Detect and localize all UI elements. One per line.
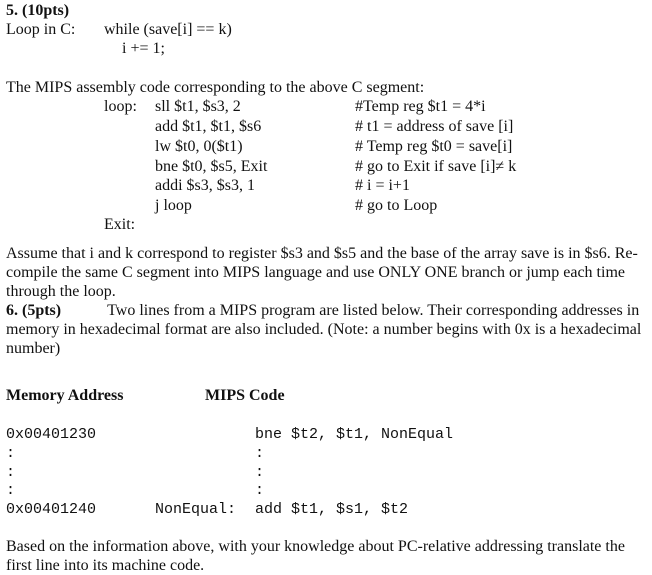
- instruction-code: addi $s3, $s3, 1: [155, 177, 255, 194]
- instruction-code: add $t1, $t1, $s6: [155, 118, 262, 135]
- ellipsis-dot: :: [255, 482, 265, 499]
- instruction-comment: # t1 = address of save [i]: [355, 118, 514, 135]
- address-2: 0x00401240: [6, 501, 97, 518]
- instruction-comment: # go to Exit if save [i]≠ k: [355, 158, 517, 175]
- code-line-2: add $t1, $s1, $t2: [255, 501, 409, 518]
- ellipsis-dot: :: [255, 445, 265, 462]
- address-1: 0x00401230: [6, 426, 97, 443]
- q5-title: 5. (10pts): [6, 2, 70, 19]
- ellipsis-dot: :: [255, 464, 265, 481]
- mips-intro: The MIPS assembly code corresponding to the above C segment:: [6, 79, 425, 96]
- final-paragraph: Based on the information above, with your knowledge about PC-relative addressing translate the first line into its machine code.: [6, 538, 625, 574]
- instruction-comment: # Temp reg $t0 = save[i]: [355, 138, 513, 155]
- instruction-comment: # i = i+1: [355, 177, 410, 194]
- exit-label: Exit:: [104, 216, 136, 233]
- mips-code-header: MIPS Code: [205, 387, 285, 404]
- c-code-line-1: while (save[i] == k): [104, 21, 232, 38]
- q6-text: Two lines from a MIPS program are listed below. Their corresponding addresses in memory in hexadecimal format are also included. (Note: a number begins with 0x is a hexadecimal number): [6, 302, 642, 357]
- memory-address-header: Memory Address: [6, 387, 124, 404]
- code-line-1: bne $t2, $t1, NonEqual: [255, 426, 454, 443]
- loop-in-c-label: Loop in C:: [6, 21, 76, 38]
- nonequal-label: NonEqual:: [155, 501, 237, 518]
- c-code-line-2: i += 1;: [122, 40, 165, 57]
- q6-title: 6. (5pts): [6, 302, 62, 319]
- ellipsis-dot: :: [6, 445, 16, 462]
- assume-paragraph: Assume that i and k correspond to register $s3 and $s5 and the base of the array save is in $s6. Re-compile the same C segment into MIPS language and use ONLY ONE branch or jump each time through the loop.: [6, 245, 638, 300]
- instruction-code: lw $t0, 0($t1): [155, 138, 243, 155]
- instruction-code: sll $t1, $s3, 2: [155, 98, 241, 115]
- instruction-comment: #Temp reg $t1 = 4*i: [355, 98, 486, 115]
- ellipsis-dot: :: [6, 482, 16, 499]
- instruction-comment: # go to Loop: [355, 197, 438, 214]
- q6-paragraph: [6, 301, 646, 358]
- loop-label: loop:: [104, 98, 137, 115]
- ellipsis-dot: :: [6, 464, 16, 481]
- instruction-code: bne $t0, $s5, Exit: [155, 158, 268, 175]
- instruction-code: j loop: [155, 197, 192, 214]
